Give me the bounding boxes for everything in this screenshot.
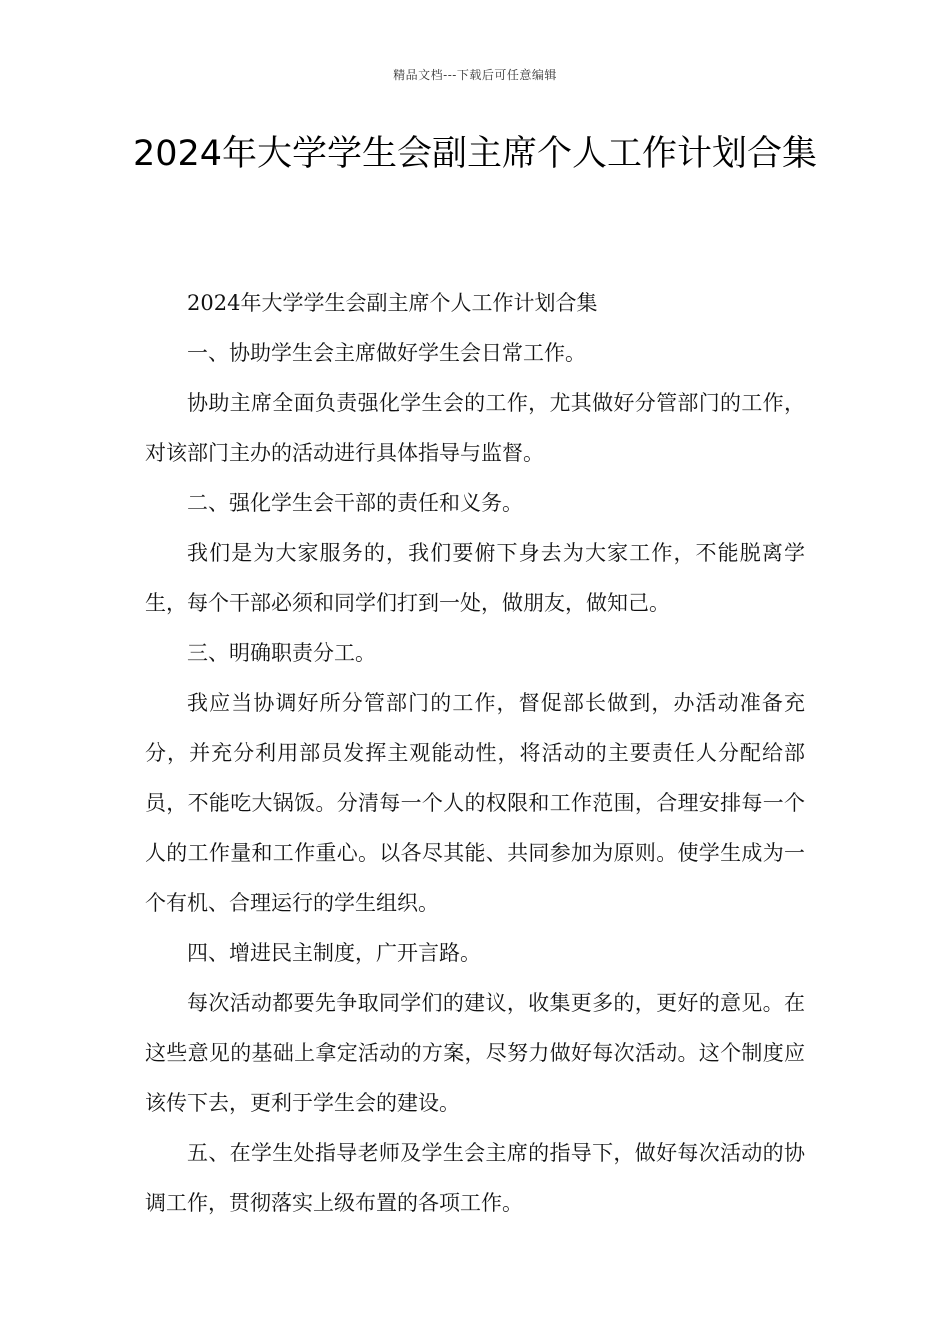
paragraph-intro-title: 2024年大学学生会副主席个人工作计划合集 xyxy=(187,291,598,315)
paragraph-2: 我们是为大家服务的，我们要俯下身去为大家工作，不能脱离学生，每个干部必须和同学们打到一处，做朋友，做知己。 xyxy=(145,541,805,615)
section-heading-3: 三、明确职责分工。 xyxy=(187,641,376,665)
header-note: 精品文档---下载后可任意编辑 xyxy=(393,68,557,82)
paragraph-1: 协助主席全面负责强化学生会的工作，尤其做好分管部门的工作，对该部门主办的活动进行具体指导与监督。 xyxy=(145,391,805,465)
document-body xyxy=(145,278,805,1228)
section-heading-4: 四、增进民主制度，广开言路。 xyxy=(187,941,481,965)
paragraph-3: 我应当协调好所分管部门的工作，督促部长做到，办活动准备充分，并充分利用部员发挥主观能动性，将活动的主要责任人分配给部员，不能吃大锅饭。分清每一个人的权限和工作范围，合理安排每一个人的工作量和工作重心。以各尽其能、共同参加为原则。使学生成为一个有机、合理运行的学生组织。 xyxy=(145,691,805,915)
section-heading-1: 一、协助学生会主席做好学生会日常工作。 xyxy=(187,341,586,365)
section-heading-2: 二、强化学生会干部的责任和义务。 xyxy=(187,491,523,515)
section-heading-5: 五、在学生处指导老师及学生会主席的指导下，做好每次活动的协调工作，贯彻落实上级布置的各项工作。 xyxy=(145,1141,805,1215)
document-title: 2024年大学学生会副主席个人工作计划合集 xyxy=(132,134,818,174)
paragraph-4: 每次活动都要先争取同学们的建议，收集更多的，更好的意见。在这些意见的基础上拿定活动的方案，尽努力做好每次活动。这个制度应该传下去，更利于学生会的建设。 xyxy=(145,991,805,1115)
